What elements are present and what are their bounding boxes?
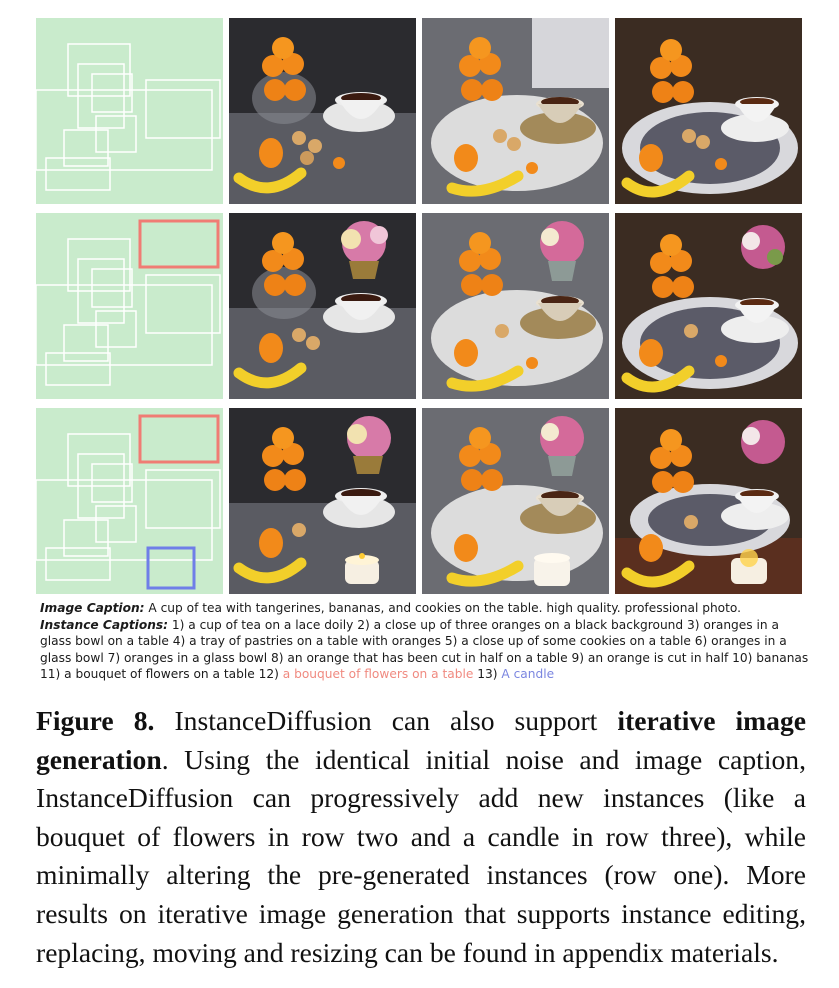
flower-box (140, 221, 218, 267)
layout-panel-row1 (36, 18, 223, 204)
generated-image-row3-a (229, 408, 416, 594)
generated-image-row2-a (229, 213, 416, 399)
figure-caption (36, 702, 806, 972)
figure-captions (40, 600, 810, 683)
figure-caption-text-1: InstanceDiffusion can also support (154, 705, 618, 736)
figure-caption-text-2: . Using the identical initial noise and image caption, InstanceDiffusion can progressively add new instances (like a bouquet of flowers in row two and a candle in row three), while minimally altering the pre-generated instances (row one). More results on iterative image generation that supports instance editing, replacing, moving and resizing can be found in appendix materials. (36, 743, 806, 968)
generated-image-row1-a (229, 18, 416, 204)
instance-caption-flowers: a bouquet of flowers on a table (282, 667, 474, 682)
layout-boxes (36, 213, 223, 399)
instance-captions (40, 617, 810, 683)
image-caption (40, 600, 810, 617)
layout-panel-row2 (36, 213, 223, 399)
generated-image-row2-c (615, 213, 802, 399)
layout-boxes (36, 18, 223, 204)
figure-grid (36, 18, 802, 594)
instance-caption-label: Instance Captions: (40, 617, 168, 632)
instance-caption-separator: 13) (473, 667, 502, 682)
generated-image-row2-b (422, 213, 609, 399)
image-caption-text: A cup of tea with tangerines, bananas, and cookies on the table. high quality. professional photo. (144, 601, 742, 615)
layout-boxes (36, 408, 223, 594)
generated-image-row3-c (615, 408, 802, 594)
candle-box (148, 548, 194, 588)
flower-box (140, 416, 218, 462)
generated-image-row3-b (422, 408, 609, 594)
layout-panel-row3 (36, 408, 223, 594)
image-caption-label: Image Caption: (40, 601, 145, 615)
figure-label: Figure 8. (36, 705, 155, 736)
generated-image-row1-b (422, 18, 609, 204)
generated-image-row1-c (615, 18, 802, 204)
figure-caption-bold: iterative image generation (36, 705, 806, 775)
instance-caption-candle: A candle (501, 667, 555, 682)
instance-caption-text: 1) a cup of tea on a lace doily 2) a close up of three oranges on a black background 3) oranges in a glass bowl on a table 4) a tray of pastries on a table with oranges 5) a close up of some cookies on a table 6) oranges in a glass bowl 7) oranges in a glass bowl 8) an orange that has been cut in half on a table 9) an orange is cut in half 10) bananas 11) a bouquet of flowers on a table 12) (40, 617, 809, 682)
